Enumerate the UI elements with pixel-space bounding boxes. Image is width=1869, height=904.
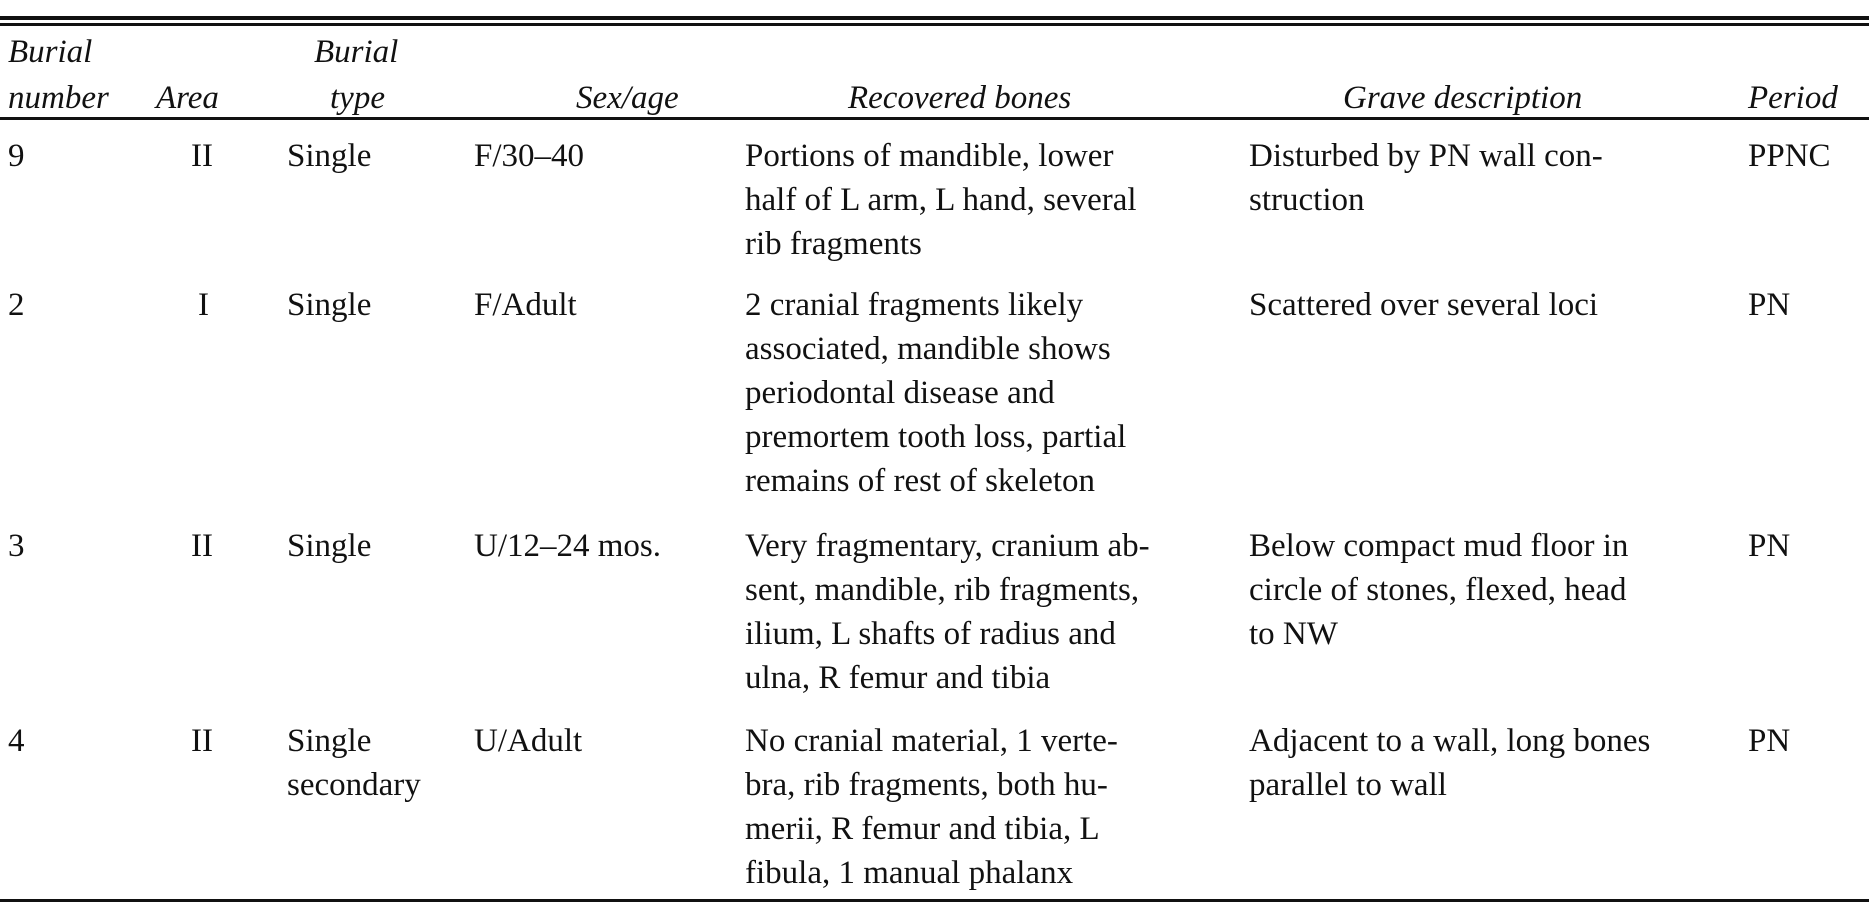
cell-bones: Very fragmentary, cranium ab- xyxy=(745,528,1150,564)
cell-grave: circle of stones, flexed, head xyxy=(1249,572,1627,608)
header-rule xyxy=(0,117,1869,120)
top-rule-2 xyxy=(0,23,1869,26)
cell-grave: Below compact mud floor in xyxy=(1249,528,1629,564)
cell-type: secondary xyxy=(287,767,421,803)
header-burial-type-line2: type xyxy=(330,80,385,116)
cell-period: PN xyxy=(1748,287,1791,323)
cell-grave: to NW xyxy=(1249,616,1338,652)
header-area: Area xyxy=(156,80,219,116)
cell-area: II xyxy=(191,528,213,564)
cell-sex-age: U/Adult xyxy=(474,723,583,759)
cell-bones: Portions of mandible, lower xyxy=(745,138,1114,174)
cell-sex-age: F/30–40 xyxy=(474,138,585,174)
cell-bones: half of L arm, L hand, several xyxy=(745,182,1137,218)
bottom-rule xyxy=(0,899,1869,902)
header-burial-number-line2: number xyxy=(8,80,109,116)
cell-grave: parallel to wall xyxy=(1249,767,1447,803)
cell-period: PPNC xyxy=(1748,138,1831,174)
cell-number: 3 xyxy=(8,528,25,564)
cell-number: 9 xyxy=(8,138,25,174)
cell-bones: ilium, L shafts of radius and xyxy=(745,616,1116,652)
cell-grave: struction xyxy=(1249,182,1365,218)
header-sex-age: Sex/age xyxy=(576,80,679,116)
cell-bones: periodontal disease and xyxy=(745,375,1055,411)
cell-bones: 2 cranial fragments likely xyxy=(745,287,1084,323)
cell-bones: remains of rest of skeleton xyxy=(745,463,1096,499)
cell-bones: ulna, R femur and tibia xyxy=(745,660,1051,696)
cell-bones: fibula, 1 manual phalanx xyxy=(745,855,1074,891)
cell-bones: rib fragments xyxy=(745,226,922,262)
header-period: Period xyxy=(1748,80,1838,116)
cell-grave: Adjacent to a wall, long bones xyxy=(1249,723,1651,759)
cell-bones: bra, rib fragments, both hu- xyxy=(745,767,1108,803)
cell-grave: Disturbed by PN wall con- xyxy=(1249,138,1603,174)
cell-type: Single xyxy=(287,723,372,759)
cell-bones: sent, mandible, rib fragments, xyxy=(745,572,1140,608)
cell-area: II xyxy=(191,723,213,759)
header-recovered-bones: Recovered bones xyxy=(848,80,1072,116)
header-burial-type-line1: Burial xyxy=(314,34,399,70)
cell-bones: No cranial material, 1 verte- xyxy=(745,723,1118,759)
cell-sex-age: F/Adult xyxy=(474,287,577,323)
cell-type: Single xyxy=(287,528,372,564)
cell-period: PN xyxy=(1748,528,1791,564)
header-grave-description: Grave description xyxy=(1343,80,1583,116)
cell-number: 2 xyxy=(8,287,25,323)
cell-type: Single xyxy=(287,287,372,323)
cell-area: I xyxy=(198,287,209,323)
cell-period: PN xyxy=(1748,723,1791,759)
cell-bones: premortem tooth loss, partial xyxy=(745,419,1127,455)
cell-bones: associated, mandible shows xyxy=(745,331,1111,367)
cell-bones: merii, R femur and tibia, L xyxy=(745,811,1100,847)
cell-sex-age: U/12–24 mos. xyxy=(474,528,662,564)
cell-type: Single xyxy=(287,138,372,174)
cell-number: 4 xyxy=(8,723,25,759)
top-rule-1 xyxy=(0,16,1869,20)
cell-area: II xyxy=(191,138,213,174)
header-burial-number-line1: Burial xyxy=(8,34,93,70)
cell-grave: Scattered over several loci xyxy=(1249,287,1599,323)
